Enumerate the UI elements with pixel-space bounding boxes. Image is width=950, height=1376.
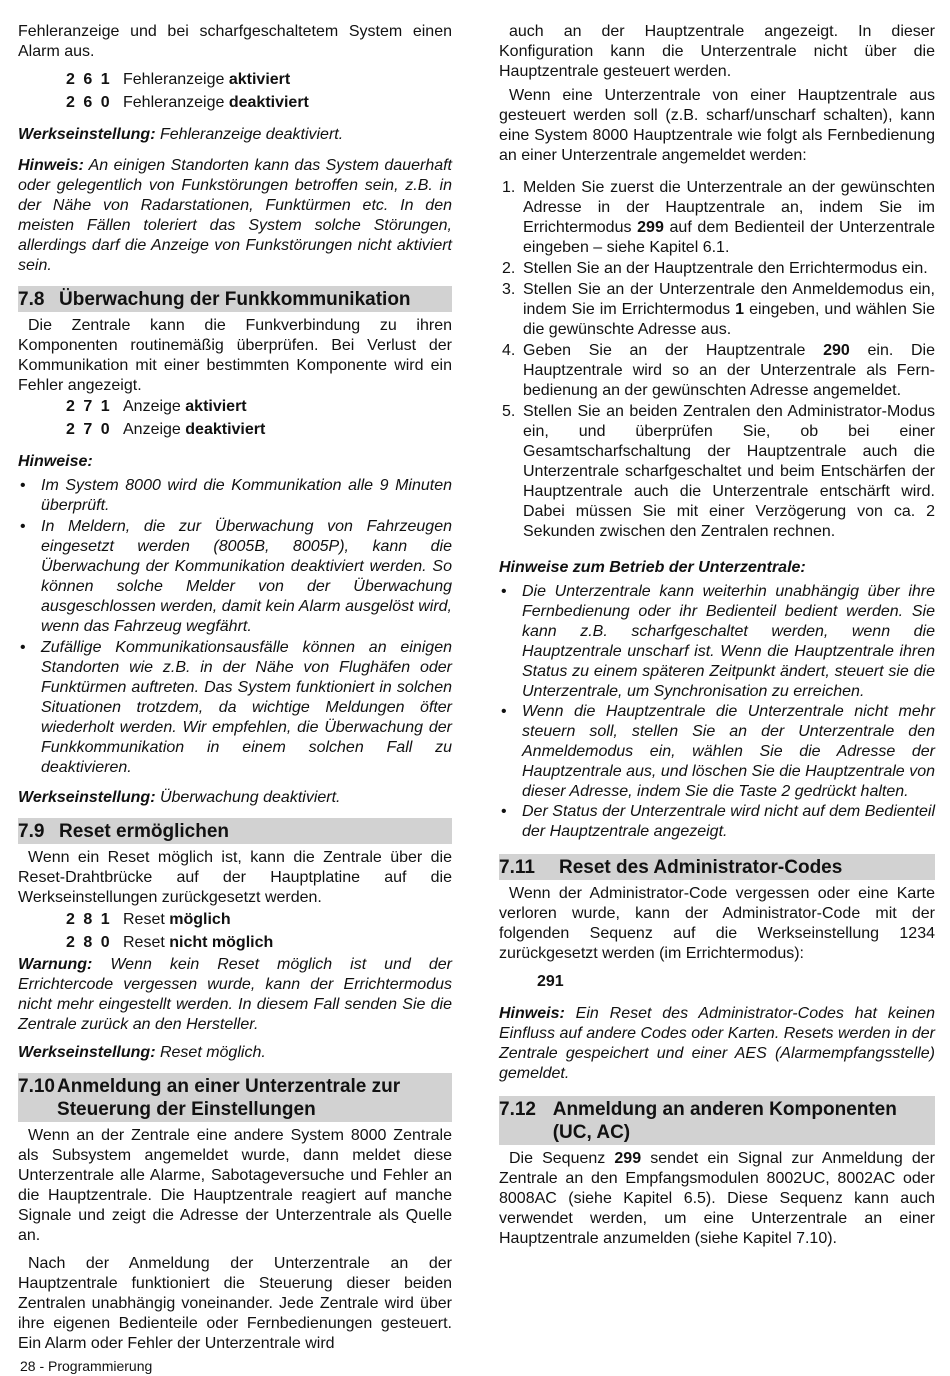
warning-note: Warnung: Wenn kein Reset möglich ist und der Errichtercode vergessen wurde, kann der Errichtermodus nicht mehr eingestellt werden. In diesem Fall senden Sie die Zentrale zurück an den Hersteller.: [18, 956, 452, 1033]
step-item: 2. Stellen Sie an der Hauptzentrale den Errichtermodus ein.: [502, 260, 928, 277]
section-7-11-text: Wenn der Administrator-Code vergessen oder eine Karte verloren wurde, kann der Administrator-Code mit der folgenden Sequenz auf die Werkseinstellung 1234 zurückgesetzt werden (im Errichtermodus):: [499, 885, 935, 962]
right-column: [499, 22, 935, 1257]
factory-setting-3: Werkseinstellung: Reset möglich.: [18, 1044, 266, 1061]
factory-setting-1: Werkseinstellung: Fehleranzeige deaktiviert.: [18, 126, 344, 143]
notes-label: Hinweise:: [18, 453, 93, 470]
continued-paragraph: auch an der Hauptzentrale angezeigt. In dieser Konfiguration kann die Unterzentrale nicht über die Hauptzentrale gesteuert werden.: [499, 23, 935, 80]
factory-setting-2: Werkseinstellung: Überwachung deaktiviert.: [18, 789, 341, 806]
page-footer: 28 - Programmierung: [20, 1358, 153, 1374]
remote-control-intro: Wenn eine Unterzentrale von einer Hauptzentrale aus gesteuert werden soll (z.B. scharf/unscharf schalten), kann eine System 8000 Hauptzentrale wie folgt als Fernbedienung an einer Unterzentrale angemeldet werden:: [499, 87, 935, 164]
section-7-8-text: Die Zentrale kann die Funkverbindung zu ihren Komponenten routinemäßig überprüfen. Bei Verlust der Kommunikation mit einer bestimmten Komponente wird ein Fehler angezeigt.: [18, 317, 452, 394]
section-7-10-para-1: Wenn an der Zentrale eine andere System 8000 Zentrale als Subsystem angemeldet wurde, dann meldet diese Unterzentrale alle Alarme, Sabotageversuche und Fehler an die Hauptzentrale. Die Hauptzentrale reagiert auf manche Signale und zeigt die Adresse der Unterzentrale als Quelle an.: [18, 1127, 452, 1244]
section-7-8-heading: 7.8 Überwachung der Funkkommunikation: [18, 286, 452, 312]
section-7-9-heading: 7.9 Reset ermöglichen: [18, 818, 452, 844]
admin-reset-note: Hinweis: Ein Reset des Administrator-Codes hat keinen Einfluss auf andere Codes oder Karten. Resets werden in der Zentrale gespeichert und einer AES (Alarmempfangsstelle) gemeldet.: [499, 1005, 935, 1082]
step-item: 4. Geben Sie an der Hauptzentrale 290 ein. Die Hauptzentrale wird so an der Unterzentrale als Fernbedienung an der gewünschten Adresse angemeldet.: [502, 342, 935, 399]
section-7-11-heading: 7.11 Reset des Administrator-Codes: [499, 854, 935, 880]
list-item: • Zufällige Kommunikationsausfälle können an einigen Standorten wie z.B. in der Nähe von Flughäfen oder Funktürmen auftreten. Das System funktioniert in solchen Situationen trotzdem, da wichtige Meldungen öfter wiederholt werden. Wir empfehlen, die Überwachung der Funkkommunikation in einem solchen Fall zu deaktivieren.: [18, 638, 452, 778]
list-item: • In Meldern, die zur Überwachung von Fahrzeugen eingesetzt werden (8005B, 8005P), kann die Überwachung der Kommunikation deaktiviert werden. So können solche Melder von der Überwachung ausgeschlossen werden, damit kein Alarm ausgelöst wird, wenn das Fahrzeug wegfährt.: [18, 517, 452, 637]
code-261: 2 6 1 Fehleranzeige aktiviert: [66, 71, 291, 88]
step-item: 5. Stellen Sie an beiden Zentralen den Administrator-Modus ein, und überprüfen Sie, ob bei einer Gesamtscharfschaltung der Hauptzentrale auch die Unterzentrale scharfgeschaltet und beim Entschärfen der Hauptzentrale auch die Unterzentrale entschärft wird. Dabei müssen Sie mit einer Verzögerung von ca. 2 Sekunden zwischen den Zentralen rechnen.: [502, 403, 935, 540]
code-280: 2 8 0 Reset nicht möglich: [66, 934, 274, 951]
step-item: 3. Stellen Sie an der Unterzentrale den Anmeldemodus ein, indem Sie im Errichtermodus 1 eingeben, und wählen Sie die gewünschte Adresse aus.: [502, 281, 935, 338]
code-281: 2 8 1 Reset möglich: [66, 911, 231, 928]
operation-notes-label: Hinweise zum Betrieb der Unterzentrale:: [499, 559, 806, 576]
section-7-10-heading: 7.10 Anmeldung an einer Unterzentrale zur Steuerung der Einstellungen: [18, 1073, 452, 1122]
section-7-8-notes: [18, 476, 452, 778]
code-271: 2 7 1 Anzeige aktiviert: [66, 398, 247, 415]
code-291: 291: [537, 973, 564, 990]
section-7-10-para-2: Nach der Anmeldung der Unterzentrale an der Hauptzentrale funktioniert die Steuerung dieser beiden Zentralen unabhängig voneinander. Jede Zentrale wird über ihre eigenen Bedienteile oder Fernbedienungen gesteuert. Ein Alarm oder Fehler der Unterzentrale wird: [18, 1255, 452, 1352]
list-item: • Der Status der Unterzentrale wird nicht auf dem Bedienteil der Hauptzentrale angezeigt.: [499, 802, 935, 842]
code-270: 2 7 0 Anzeige deaktiviert: [66, 421, 266, 438]
intro-paragraph: Fehleranzeige und bei scharfgeschaltetem System einen Alarm aus.: [18, 23, 452, 60]
setup-steps: [499, 178, 935, 542]
note-interference: Hinweis: An einigen Standorten kann das System dauerhaft oder gelegentlich von Funkstörungen betroffen sein, z.B. in der Nähe von Radarstationen, Funktürmen etc. In den meisten Fällen toleriert das System solche Störungen, allerdings darf die Anzeige von Funkstörungen nicht aktiviert sein.: [18, 157, 452, 274]
list-item: • Wenn die Hauptzentrale die Unterzentrale nicht mehr steuern soll, stellen Sie an der Unterzentrale den Anmeldemodus ein, wählen Sie die Adresse der Hauptzentrale aus, und löschen Sie die Hauptzentrale von dieser Adresse, indem Sie die Taste 2 gedrückt halten.: [499, 702, 935, 802]
step-item: 1. Melden Sie zuerst die Unterzentrale an der gewünschten Adresse in der Hauptzentrale an, indem Sie im Errichtermodus 299 auf dem Bedienteil der Unterzentrale eingeben – siehe Kapitel 6.1.: [502, 179, 936, 256]
section-7-12-heading: 7.12 Anmeldung an anderen Komponenten (UC, AC): [499, 1096, 935, 1145]
list-item: • Die Unterzentrale kann weiterhin unabhängig über ihre Fernbedienung oder ihr Bedienteil bedient werden. Sie kann z.B. scharfgeschaltet werden, wenn die Hauptzentrale unscharf ist. Wenn die Hauptzentrale ihren Status zu einem späteren Zeitpunkt ändert, steuert sie die Unterzentrale, um Synchronisation zu erreichen.: [499, 582, 935, 702]
list-item: • Im System 8000 wird die Kommunikation alle 9 Minuten überprüft.: [18, 476, 452, 516]
left-column: [18, 22, 452, 1362]
operation-notes: [499, 582, 935, 842]
section-7-12-text: Die Sequenz 299 sendet ein Signal zur Anmeldung der Zentrale an den Empfangsmodulen 8002UC, 8002AC oder 8008AC (siehe Kapitel 6.5). Diese Sequenz kann auch verwendet werden, um eine Unterzentrale an einer Hauptzentrale anzumelden (siehe Kapitel 7.10).: [499, 1150, 936, 1247]
code-260: 2 6 0 Fehleranzeige deaktiviert: [66, 94, 309, 111]
section-7-9-text: Wenn ein Reset möglich ist, kann die Zentrale über die Reset-Drahtbrücke auf der Hauptplatine auf die Werkseinstellungen zurückgesetzt werden.: [18, 849, 452, 906]
